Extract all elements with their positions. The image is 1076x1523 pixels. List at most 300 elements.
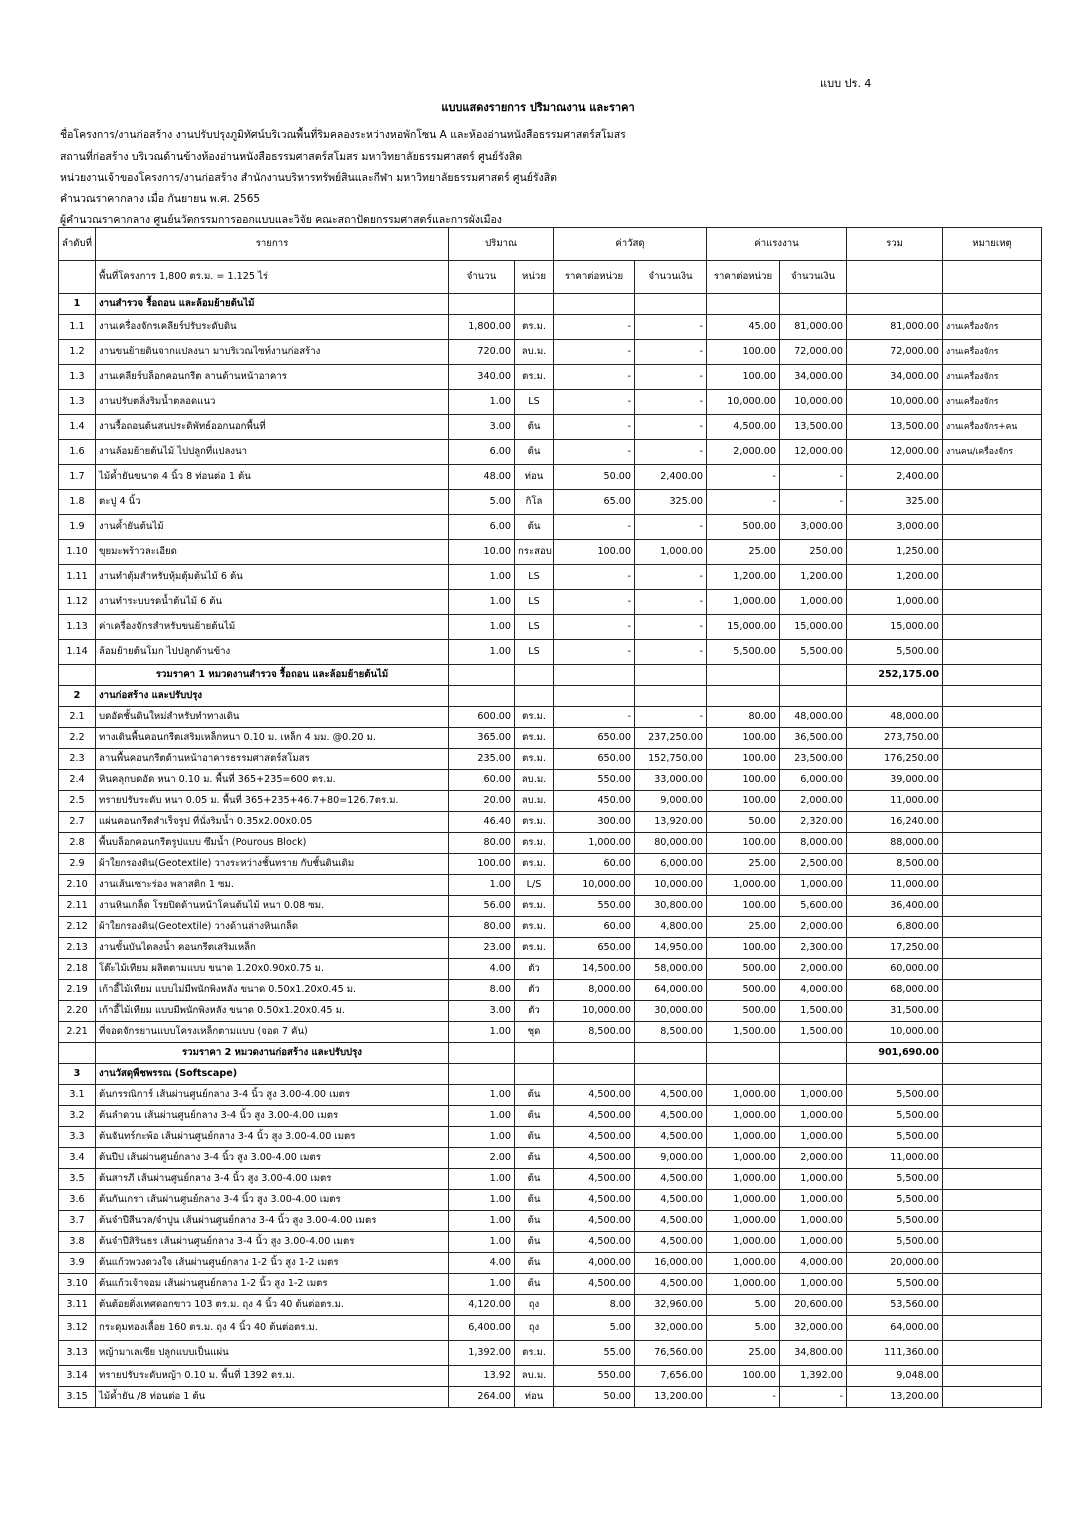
empty-cell bbox=[635, 294, 707, 315]
quantity-cell: 1.00 bbox=[449, 565, 515, 590]
item-description: งานขั้นบันไดลงน้ำ คอนกรีตเสริมเหล็ก bbox=[96, 938, 449, 959]
subtotal-label: รวมราคา 2 หมวดงานก่อสร้าง และปรับปรุง bbox=[96, 1043, 449, 1064]
material-unit-price-cell: 650.00 bbox=[554, 728, 635, 749]
labor-unit-price-cell: 100.00 bbox=[707, 896, 780, 917]
labor-amount-cell: 4,000.00 bbox=[780, 1253, 847, 1274]
material-amount-cell: - bbox=[635, 340, 707, 365]
labor-amount-cell: 1,000.00 bbox=[780, 1127, 847, 1148]
quantity-cell: 6.00 bbox=[449, 440, 515, 465]
material-amount-cell: 76,560.00 bbox=[635, 1341, 707, 1366]
unit-cell: ต้น bbox=[515, 1106, 554, 1127]
material-amount-cell: - bbox=[635, 590, 707, 615]
construction-site: สถานที่ก่อสร้าง บริเวณด้านข้างห้องอ่านหนังสือธรรมศาสตร์สโมสร มหาวิทยาลัยธรรมศาสตร์ ศูนย์รังสิต bbox=[60, 151, 523, 163]
table-row bbox=[59, 465, 1042, 490]
table-row bbox=[59, 980, 1042, 1001]
item-description: ทรายปรับระดับ หนา 0.05 ม. พื้นที่ 365+235+46.7+80=126.7ตร.ม. bbox=[96, 791, 449, 812]
empty-cell bbox=[707, 1043, 780, 1064]
table-row bbox=[59, 1127, 1042, 1148]
material-unit-price-cell: 1,000.00 bbox=[554, 833, 635, 854]
empty-cell bbox=[449, 665, 515, 686]
remark-cell bbox=[943, 896, 1042, 917]
item-number: 2.10 bbox=[59, 875, 96, 896]
table-row bbox=[59, 749, 1042, 770]
material-unit-price-cell: 4,500.00 bbox=[554, 1190, 635, 1211]
labor-unit-price-cell: 100.00 bbox=[707, 833, 780, 854]
labor-unit-price-cell: 100.00 bbox=[707, 365, 780, 390]
material-unit-price-cell: 8,500.00 bbox=[554, 1022, 635, 1043]
material-unit-price-cell: - bbox=[554, 440, 635, 465]
table-row bbox=[59, 791, 1042, 812]
quantity-cell: 1.00 bbox=[449, 1085, 515, 1106]
quantity-cell: 1,800.00 bbox=[449, 315, 515, 340]
table-row bbox=[59, 1022, 1042, 1043]
table-row bbox=[59, 390, 1042, 415]
remark-cell bbox=[943, 465, 1042, 490]
item-number: 1.8 bbox=[59, 490, 96, 515]
material-unit-price-cell: 4,500.00 bbox=[554, 1106, 635, 1127]
item-number: 2.20 bbox=[59, 1001, 96, 1022]
total-cell: 11,000.00 bbox=[847, 875, 943, 896]
labor-amount-cell: 23,500.00 bbox=[780, 749, 847, 770]
table-row bbox=[59, 340, 1042, 365]
item-number: 1.13 bbox=[59, 615, 96, 640]
material-unit-price-cell: 60.00 bbox=[554, 854, 635, 875]
quantity-cell: 6,400.00 bbox=[449, 1316, 515, 1341]
material-amount-cell: 32,000.00 bbox=[635, 1316, 707, 1341]
material-amount-cell: 4,500.00 bbox=[635, 1169, 707, 1190]
empty-cell bbox=[847, 686, 943, 707]
owner-agency: หน่วยงานเจ้าของโครงการ/งานก่อสร้าง สำนักงานบริหารทรัพย์สินและกีฬา มหาวิทยาลัยธรรมศาสตร์ ศูนย์รังสิต bbox=[60, 172, 557, 184]
quantity-cell: 1,392.00 bbox=[449, 1341, 515, 1366]
remark-cell bbox=[943, 854, 1042, 875]
remark-cell bbox=[943, 565, 1042, 590]
item-description: ต้นสารภี เส้นผ่านศูนย์กลาง 3-4 นิ้ว สูง 3.00-4.00 เมตร bbox=[96, 1169, 449, 1190]
table-row bbox=[59, 490, 1042, 515]
empty-cell bbox=[943, 294, 1042, 315]
subheader-total-blank bbox=[847, 261, 943, 294]
item-number: 3.13 bbox=[59, 1341, 96, 1366]
remark-cell bbox=[943, 1085, 1042, 1106]
item-number: 1.6 bbox=[59, 440, 96, 465]
material-amount-cell: 7,656.00 bbox=[635, 1366, 707, 1387]
material-amount-cell: 10,000.00 bbox=[635, 875, 707, 896]
labor-unit-price-cell: 500.00 bbox=[707, 959, 780, 980]
material-unit-price-cell: 4,500.00 bbox=[554, 1274, 635, 1295]
remark-cell bbox=[943, 1001, 1042, 1022]
item-description: ต้นกรรณิการ์ เส้นผ่านศูนย์กลาง 3-4 นิ้ว สูง 3.00-4.00 เมตร bbox=[96, 1085, 449, 1106]
table-row bbox=[59, 1106, 1042, 1127]
remark-cell: งานคน/เครื่องจักร bbox=[943, 440, 1042, 465]
subheader-labor-amount: จำนวนเงิน bbox=[780, 261, 847, 294]
item-description: หญ้ามาเลเซีย ปลูกแบบเป็นแผ่น bbox=[96, 1341, 449, 1366]
empty-cell bbox=[635, 1043, 707, 1064]
labor-unit-price-cell: 1,200.00 bbox=[707, 565, 780, 590]
table-row bbox=[59, 415, 1042, 440]
labor-amount-cell: 5,600.00 bbox=[780, 896, 847, 917]
unit-cell: กิโล bbox=[515, 490, 554, 515]
total-cell: 60,000.00 bbox=[847, 959, 943, 980]
empty-cell bbox=[515, 294, 554, 315]
item-description: งานขนย้ายดินจากแปลงนา มาบริเวณไซท์งานก่อสร้าง bbox=[96, 340, 449, 365]
quantity-cell: 1.00 bbox=[449, 1022, 515, 1043]
material-amount-cell: 13,200.00 bbox=[635, 1387, 707, 1408]
material-amount-cell: - bbox=[635, 415, 707, 440]
remark-cell bbox=[943, 540, 1042, 565]
material-unit-price-cell: 50.00 bbox=[554, 465, 635, 490]
material-amount-cell: 14,950.00 bbox=[635, 938, 707, 959]
quantity-cell: 1.00 bbox=[449, 1232, 515, 1253]
labor-amount-cell: - bbox=[780, 490, 847, 515]
item-description: งานเครื่องจักรเคลียร์ปรับระดับดิน bbox=[96, 315, 449, 340]
item-number: 3.2 bbox=[59, 1106, 96, 1127]
labor-unit-price-cell: 1,000.00 bbox=[707, 1274, 780, 1295]
table-row bbox=[59, 1211, 1042, 1232]
empty-cell bbox=[780, 294, 847, 315]
material-unit-price-cell: 100.00 bbox=[554, 540, 635, 565]
table-row bbox=[59, 1387, 1042, 1408]
remark-cell bbox=[943, 1387, 1042, 1408]
labor-amount-cell: 1,000.00 bbox=[780, 1169, 847, 1190]
labor-unit-price-cell: 100.00 bbox=[707, 749, 780, 770]
material-unit-price-cell: 50.00 bbox=[554, 1387, 635, 1408]
empty-cell bbox=[943, 665, 1042, 686]
material-amount-cell: 9,000.00 bbox=[635, 1148, 707, 1169]
labor-amount-cell: 4,000.00 bbox=[780, 980, 847, 1001]
subtotal-row bbox=[59, 1043, 1042, 1064]
material-amount-cell: 325.00 bbox=[635, 490, 707, 515]
item-description: ทางเดินพื้นคอนกรีตเสริมเหล็กหนา 0.10 ม. เหล็ก 4 มม. @0.20 ม. bbox=[96, 728, 449, 749]
labor-amount-cell: 8,000.00 bbox=[780, 833, 847, 854]
labor-amount-cell: 2,000.00 bbox=[780, 791, 847, 812]
quantity-cell: 3.00 bbox=[449, 415, 515, 440]
item-description: ไม้ค้ำยัน /8 ท่อนต่อ 1 ต้น bbox=[96, 1387, 449, 1408]
item-description: งานล้อมย้ายต้นไม้ ไปปลูกที่แปลงนา bbox=[96, 440, 449, 465]
remark-cell bbox=[943, 728, 1042, 749]
subtotal-amount: 901,690.00 bbox=[847, 1043, 943, 1064]
subheader-remark-blank bbox=[943, 261, 1042, 294]
quantity-price-table bbox=[58, 227, 1042, 1408]
unit-cell: ลบ.ม. bbox=[515, 791, 554, 812]
item-number: 1.9 bbox=[59, 515, 96, 540]
unit-cell: ลบ.ม. bbox=[515, 770, 554, 791]
material-amount-cell: - bbox=[635, 515, 707, 540]
quantity-cell: 1.00 bbox=[449, 1211, 515, 1232]
labor-unit-price-cell: 1,000.00 bbox=[707, 875, 780, 896]
labor-amount-cell: 5,500.00 bbox=[780, 640, 847, 665]
item-number: 3.10 bbox=[59, 1274, 96, 1295]
remark-cell bbox=[943, 1295, 1042, 1316]
total-cell: 1,200.00 bbox=[847, 565, 943, 590]
material-unit-price-cell: - bbox=[554, 340, 635, 365]
item-number: 1.3 bbox=[59, 390, 96, 415]
empty-cell bbox=[515, 1043, 554, 1064]
material-amount-cell: - bbox=[635, 365, 707, 390]
table-row bbox=[59, 440, 1042, 465]
material-unit-price-cell: 55.00 bbox=[554, 1341, 635, 1366]
labor-unit-price-cell: 45.00 bbox=[707, 315, 780, 340]
labor-unit-price-cell: 1,500.00 bbox=[707, 1022, 780, 1043]
quantity-cell: 365.00 bbox=[449, 728, 515, 749]
unit-cell: ชุด bbox=[515, 1022, 554, 1043]
labor-unit-price-cell: 1,000.00 bbox=[707, 590, 780, 615]
labor-amount-cell: 34,800.00 bbox=[780, 1341, 847, 1366]
remark-cell bbox=[943, 590, 1042, 615]
unit-cell: ต้น bbox=[515, 1253, 554, 1274]
total-cell: 16,240.00 bbox=[847, 812, 943, 833]
quantity-cell: 1.00 bbox=[449, 615, 515, 640]
item-description: ล้อมย้ายต้นโมก ไปปลูกด้านข้าง bbox=[96, 640, 449, 665]
labor-amount-cell: 2,000.00 bbox=[780, 1148, 847, 1169]
unit-cell: ตร.ม. bbox=[515, 854, 554, 875]
quantity-cell: 10.00 bbox=[449, 540, 515, 565]
calculation-date: คำนวณราคากลาง เมื่อ กันยายน พ.ศ. 2565 bbox=[60, 193, 261, 205]
item-number: 1.1 bbox=[59, 315, 96, 340]
labor-amount-cell: 1,200.00 bbox=[780, 565, 847, 590]
table-row bbox=[59, 896, 1042, 917]
labor-amount-cell: 2,000.00 bbox=[780, 959, 847, 980]
table-row bbox=[59, 1253, 1042, 1274]
empty-cell bbox=[449, 1043, 515, 1064]
material-amount-cell: 64,000.00 bbox=[635, 980, 707, 1001]
material-unit-price-cell: - bbox=[554, 390, 635, 415]
section-title: งานสำรวจ รื้อถอน และล้อมย้ายต้นไม้ bbox=[96, 294, 449, 315]
remark-cell bbox=[943, 1341, 1042, 1366]
table-row bbox=[59, 615, 1042, 640]
total-cell: 11,000.00 bbox=[847, 1148, 943, 1169]
table-row bbox=[59, 770, 1042, 791]
section-row bbox=[59, 1064, 1042, 1085]
remark-cell: งานเครื่องจักร bbox=[943, 365, 1042, 390]
item-description: เก้าอี้ไม้เทียม แบบไม่มีพนักพิงหลัง ขนาด 0.50x1.20x0.45 ม. bbox=[96, 980, 449, 1001]
unit-cell: ถุง bbox=[515, 1316, 554, 1341]
labor-amount-cell: - bbox=[780, 1387, 847, 1408]
total-cell: 53,560.00 bbox=[847, 1295, 943, 1316]
total-cell: 3,000.00 bbox=[847, 515, 943, 540]
header-labor: ค่าแรงงาน bbox=[707, 228, 847, 261]
item-number: 3.5 bbox=[59, 1169, 96, 1190]
remark-cell: งานเครื่องจักร bbox=[943, 315, 1042, 340]
labor-unit-price-cell: 25.00 bbox=[707, 854, 780, 875]
labor-unit-price-cell: 1,000.00 bbox=[707, 1253, 780, 1274]
item-description: ต้นจำปีสีนวล/จำปูน เส้นผ่านศูนย์กลาง 3-4 นิ้ว สูง 3.00-4.00 เมตร bbox=[96, 1211, 449, 1232]
item-description: พื้นบล็อกคอนกรีตรูปแบบ ซึมน้ำ (Pourous Block) bbox=[96, 833, 449, 854]
material-unit-price-cell: 5.00 bbox=[554, 1316, 635, 1341]
quantity-cell: 720.00 bbox=[449, 340, 515, 365]
quantity-cell: 340.00 bbox=[449, 365, 515, 390]
material-unit-price-cell: - bbox=[554, 707, 635, 728]
empty-cell bbox=[449, 294, 515, 315]
item-description: ตะปู 4 นิ้ว bbox=[96, 490, 449, 515]
item-description: งานเคลียร์บล็อกคอนกรีต ลานด้านหน้าอาคาร bbox=[96, 365, 449, 390]
labor-amount-cell: 1,000.00 bbox=[780, 1085, 847, 1106]
material-unit-price-cell: 65.00 bbox=[554, 490, 635, 515]
total-cell: 1,000.00 bbox=[847, 590, 943, 615]
total-cell: 5,500.00 bbox=[847, 1232, 943, 1253]
item-description: กระดุมทองเลื้อย 160 ตร.ม. ถุง 4 นิ้ว 40 ต้นต่อตร.ม. bbox=[96, 1316, 449, 1341]
item-number: 1.14 bbox=[59, 640, 96, 665]
empty-cell bbox=[554, 294, 635, 315]
unit-cell: ลบ.ม. bbox=[515, 340, 554, 365]
empty-cell bbox=[847, 1064, 943, 1085]
material-unit-price-cell: 8,000.00 bbox=[554, 980, 635, 1001]
quantity-cell: 2.00 bbox=[449, 1148, 515, 1169]
quantity-cell: 20.00 bbox=[449, 791, 515, 812]
item-description: งานหินเกล็ด โรยปิดด้านหน้าโคนต้นไม้ หนา 0.08 ซม. bbox=[96, 896, 449, 917]
unit-cell: ต้น bbox=[515, 515, 554, 540]
total-cell: 12,000.00 bbox=[847, 440, 943, 465]
remark-cell bbox=[943, 875, 1042, 896]
labor-unit-price-cell: 1,000.00 bbox=[707, 1190, 780, 1211]
labor-unit-price-cell: - bbox=[707, 1387, 780, 1408]
empty-cell bbox=[780, 1043, 847, 1064]
material-amount-cell: 9,000.00 bbox=[635, 791, 707, 812]
material-unit-price-cell: 650.00 bbox=[554, 938, 635, 959]
material-amount-cell: - bbox=[635, 440, 707, 465]
labor-unit-price-cell: 1,000.00 bbox=[707, 1148, 780, 1169]
table-row bbox=[59, 1274, 1042, 1295]
item-number: 2.8 bbox=[59, 833, 96, 854]
item-number: 3.1 bbox=[59, 1085, 96, 1106]
labor-unit-price-cell: - bbox=[707, 465, 780, 490]
material-amount-cell: 30,800.00 bbox=[635, 896, 707, 917]
labor-unit-price-cell: 25.00 bbox=[707, 540, 780, 565]
quantity-cell: 23.00 bbox=[449, 938, 515, 959]
unit-cell: ต้น bbox=[515, 1211, 554, 1232]
section-number: 3 bbox=[59, 1064, 96, 1085]
unit-cell: L/S bbox=[515, 875, 554, 896]
material-amount-cell: 6,000.00 bbox=[635, 854, 707, 875]
remark-cell bbox=[943, 1106, 1042, 1127]
labor-unit-price-cell: 100.00 bbox=[707, 1366, 780, 1387]
material-amount-cell: 80,000.00 bbox=[635, 833, 707, 854]
remark-cell bbox=[943, 1316, 1042, 1341]
unit-cell: ต้น bbox=[515, 440, 554, 465]
item-description: ผ้าใยกรองดิน(Geotextile) วางด้านล่างหินเกล็ด bbox=[96, 917, 449, 938]
remark-cell bbox=[943, 938, 1042, 959]
labor-amount-cell: 2,500.00 bbox=[780, 854, 847, 875]
remark-cell bbox=[943, 1211, 1042, 1232]
empty-cell bbox=[943, 686, 1042, 707]
quantity-cell: 4,120.00 bbox=[449, 1295, 515, 1316]
unit-cell: ลบ.ม. bbox=[515, 1366, 554, 1387]
material-amount-cell: - bbox=[635, 315, 707, 340]
empty-cell bbox=[635, 686, 707, 707]
total-cell: 64,000.00 bbox=[847, 1316, 943, 1341]
unit-cell: LS bbox=[515, 615, 554, 640]
unit-cell: ตร.ม. bbox=[515, 917, 554, 938]
item-number: 3.11 bbox=[59, 1295, 96, 1316]
material-unit-price-cell: 4,500.00 bbox=[554, 1211, 635, 1232]
item-description: ค่าเครื่องจักรสำหรับขนย้ายต้นไม้ bbox=[96, 615, 449, 640]
item-number: 2.1 bbox=[59, 707, 96, 728]
empty-cell bbox=[554, 1043, 635, 1064]
table-row bbox=[59, 1295, 1042, 1316]
total-cell: 81,000.00 bbox=[847, 315, 943, 340]
remark-cell bbox=[943, 1232, 1042, 1253]
item-description: ต้นแก้วเจ้าจอม เส้นผ่านศูนย์กลาง 1-2 นิ้ว สูง 1-2 เมตร bbox=[96, 1274, 449, 1295]
labor-amount-cell: 1,000.00 bbox=[780, 590, 847, 615]
material-unit-price-cell: 60.00 bbox=[554, 917, 635, 938]
item-number: 1.11 bbox=[59, 565, 96, 590]
item-number: 1.3 bbox=[59, 365, 96, 390]
header-no: ลำดับที่ bbox=[59, 228, 96, 261]
empty-cell bbox=[780, 1064, 847, 1085]
quantity-cell: 6.00 bbox=[449, 515, 515, 540]
total-cell: 6,800.00 bbox=[847, 917, 943, 938]
empty-cell bbox=[554, 1064, 635, 1085]
labor-amount-cell: 1,000.00 bbox=[780, 1106, 847, 1127]
unit-cell: ต้น bbox=[515, 1232, 554, 1253]
quantity-cell: 80.00 bbox=[449, 833, 515, 854]
labor-unit-price-cell: 1,000.00 bbox=[707, 1211, 780, 1232]
item-number: 2.7 bbox=[59, 812, 96, 833]
labor-unit-price-cell: 1,000.00 bbox=[707, 1085, 780, 1106]
remark-cell: งานเครื่องจักร bbox=[943, 390, 1042, 415]
material-unit-price-cell: 550.00 bbox=[554, 1366, 635, 1387]
material-unit-price-cell: 450.00 bbox=[554, 791, 635, 812]
subheader-qty: จำนวน bbox=[449, 261, 515, 294]
item-number: 1.12 bbox=[59, 590, 96, 615]
material-unit-price-cell: - bbox=[554, 590, 635, 615]
total-cell: 5,500.00 bbox=[847, 1190, 943, 1211]
labor-amount-cell: 12,000.00 bbox=[780, 440, 847, 465]
unit-cell: ตร.ม. bbox=[515, 1341, 554, 1366]
labor-unit-price-cell: 100.00 bbox=[707, 791, 780, 812]
subtotal-label: รวมราคา 1 หมวดงานสำรวจ รื้อถอน และล้อมย้ายต้นไม้ bbox=[96, 665, 449, 686]
header-remark: หมายเหตุ bbox=[943, 228, 1042, 261]
total-cell: 88,000.00 bbox=[847, 833, 943, 854]
labor-unit-price-cell: 25.00 bbox=[707, 1341, 780, 1366]
material-unit-price-cell: - bbox=[554, 615, 635, 640]
total-cell: 13,500.00 bbox=[847, 415, 943, 440]
labor-amount-cell: 1,000.00 bbox=[780, 1232, 847, 1253]
total-cell: 20,000.00 bbox=[847, 1253, 943, 1274]
total-cell: 325.00 bbox=[847, 490, 943, 515]
quantity-cell: 1.00 bbox=[449, 640, 515, 665]
total-cell: 39,000.00 bbox=[847, 770, 943, 791]
section-title: งานก่อสร้าง และปรับปรุง bbox=[96, 686, 449, 707]
total-cell: 5,500.00 bbox=[847, 1085, 943, 1106]
material-amount-cell: 30,000.00 bbox=[635, 1001, 707, 1022]
empty-cell bbox=[59, 1043, 96, 1064]
labor-amount-cell: 13,500.00 bbox=[780, 415, 847, 440]
labor-unit-price-cell: 50.00 bbox=[707, 812, 780, 833]
labor-amount-cell: 1,000.00 bbox=[780, 1274, 847, 1295]
table-row bbox=[59, 1148, 1042, 1169]
labor-amount-cell: 2,300.00 bbox=[780, 938, 847, 959]
item-number: 2.21 bbox=[59, 1022, 96, 1043]
item-description: เก้าอี้ไม้เทียม แบบมีพนักพิงหลัง ขนาด 0.50x1.20x0.45 ม. bbox=[96, 1001, 449, 1022]
total-cell: 36,400.00 bbox=[847, 896, 943, 917]
section-row bbox=[59, 294, 1042, 315]
empty-cell bbox=[847, 294, 943, 315]
material-unit-price-cell: 14,500.00 bbox=[554, 959, 635, 980]
section-title: งานวัสดุพืชพรรณ (Softscape) bbox=[96, 1064, 449, 1085]
labor-amount-cell: 20,600.00 bbox=[780, 1295, 847, 1316]
empty-cell bbox=[707, 665, 780, 686]
total-cell: 72,000.00 bbox=[847, 340, 943, 365]
item-number: 1.10 bbox=[59, 540, 96, 565]
labor-amount-cell: 48,000.00 bbox=[780, 707, 847, 728]
total-cell: 5,500.00 bbox=[847, 1211, 943, 1232]
subheader-material-amount: จำนวนเงิน bbox=[635, 261, 707, 294]
unit-cell: ท่อน bbox=[515, 1387, 554, 1408]
unit-cell: ตร.ม. bbox=[515, 749, 554, 770]
item-description: ต้นจันทร์กะพ้อ เส้นผ่านศูนย์กลาง 3-4 นิ้ว สูง 3.00-4.00 เมตร bbox=[96, 1127, 449, 1148]
material-unit-price-cell: 8.00 bbox=[554, 1295, 635, 1316]
item-description: ที่จอดจักรยานแบบโครงเหล็กตามแบบ (จอด 7 คัน) bbox=[96, 1022, 449, 1043]
material-amount-cell: 4,500.00 bbox=[635, 1274, 707, 1295]
